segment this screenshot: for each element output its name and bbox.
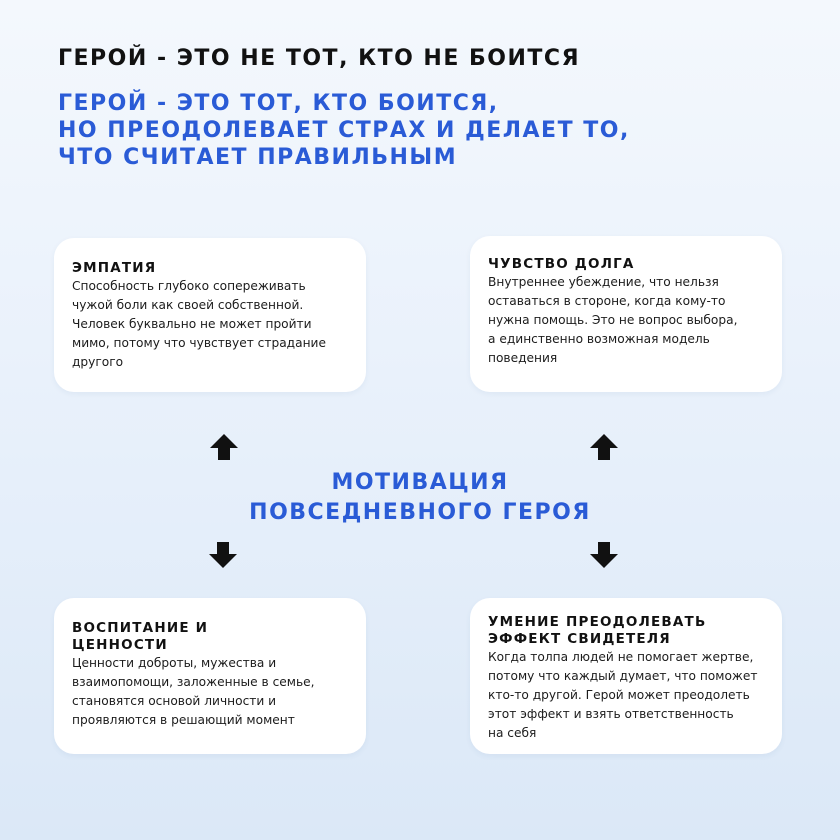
arrow-up-right-icon	[589, 432, 619, 462]
card-description: Когда толпа людей не помогает жертве, потому что каждый думает, что поможет кто-то другой. Герой может преодолеть этот эффект и взять ответственность на себя	[488, 650, 758, 740]
title-line: ГЕРОЙ - ЭТО НЕ ТОТ, КТО НЕ БОИТСЯ	[58, 46, 581, 71]
card-bystander	[470, 598, 782, 754]
card-description: Способность глубоко сопереживать чужой боли как своей собственной. Человек буквально не может пройти мимо, потому что чувствует страдание другого	[72, 279, 326, 369]
card-description: Ценности доброты, мужества и взаимопомощи, заложенные в семье, становятся основой личности и проявляются в решающий момент	[72, 656, 315, 727]
card-description: Внутреннее убеждение, что нельзя оставаться в стороне, когда кому-то нужна помощь. Это не вопрос выбора, а единственно возможная модель поведения	[488, 275, 738, 365]
subtitle-line: ЧТО СЧИТАЕТ ПРАВИЛЬНЫМ	[58, 145, 458, 170]
card-title: ЭМПАТИЯ	[72, 260, 157, 276]
arrow-down-right-icon	[589, 540, 619, 570]
card-upbringing	[54, 598, 366, 754]
subtitle-line: НО ПРЕОДОЛЕВАЕТ СТРАХ И ДЕЛАЕТ ТО,	[58, 118, 630, 143]
card-title: ВОСПИТАНИЕ И ЦЕННОСТИ	[72, 620, 209, 653]
arrow-up-left-icon	[209, 432, 239, 462]
card-empathy	[54, 238, 366, 392]
arrow-down-left-icon	[208, 540, 238, 570]
card-duty	[470, 236, 782, 392]
center-title: МОТИВАЦИЯ ПОВСЕДНЕВНОГО ГЕРОЯ	[249, 470, 591, 525]
subtitle-line: ГЕРОЙ - ЭТО ТОТ, КТО БОИТСЯ,	[58, 91, 499, 116]
card-title: ЧУВСТВО ДОЛГА	[488, 256, 635, 272]
page-title	[58, 46, 580, 71]
card-title: УМЕНИЕ ПРЕОДОЛЕВАТЬ ЭФФЕКТ СВИДЕТЕЛЯ	[488, 614, 707, 647]
page-subtitle	[58, 90, 630, 171]
